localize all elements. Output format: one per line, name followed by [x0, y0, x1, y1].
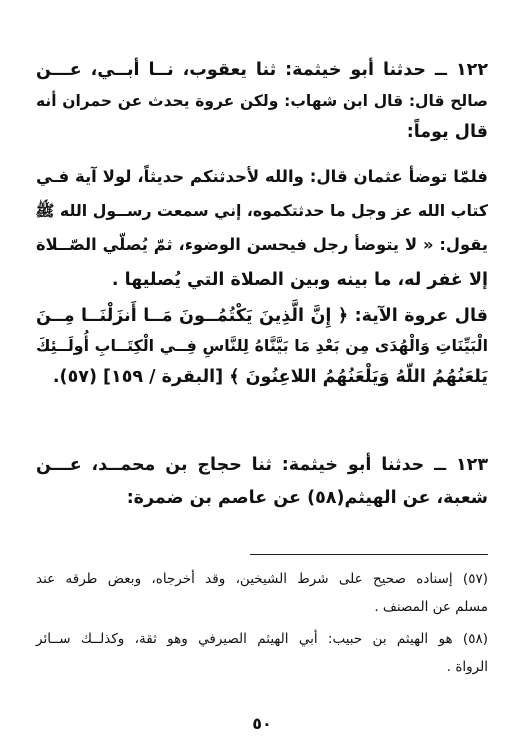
- hadith-122-line-4: فلمّا توضأ عثمان قال: والله لأحدثنكم حديثاً، لولا آية فـي: [36, 167, 488, 186]
- quran-quote-line-2: الْبَيِّنَاتِ وَالْهُدَى مِن بَعْدِ مَا بَيَّنَّاهُ لِلنَّاسِ فِــي الْكِتَــابِ أُولَــئِكَ: [36, 336, 488, 355]
- hadith-122-line-6: يقول: « لا يتوضأ رجل فيحسن الوضوء، ثمّ يُصلّي الصّــلاة: [36, 235, 488, 254]
- footnote-58-line-1: (٥٨) هو الهيثم بن حبيب: أبي الهيثم الصيرفي وهو ثقة، وكذلــك ســائر: [36, 631, 488, 647]
- hadith-123-line-1: ١٢٣ ــ حدثنا أبو خيثمة: ثنا حجاج بن محمــد، عـــن: [36, 455, 488, 475]
- hadith-122-line-1: ١٢٢ ــ حدثنا أبو خيثمة: ثنا يعقوب، نــا أبــي، عـــن: [36, 60, 488, 80]
- footnote-58-line-2: الرواة .: [446, 659, 488, 675]
- hadith-122-line-2: صالح قال: قال ابن شهاب: ولكن عروة يحدث عن حمران أنه: [36, 92, 488, 110]
- footnote-57-line-1: (٥٧) إسناده صحيح على شرط الشيخين، وقد أخرجاه، وبعض طرقه عند: [36, 571, 488, 587]
- quran-quote-line-1: قال عروة الآية: ﴿ إِنَّ الَّذِينَ يَكْتُمُــونَ مَــا أَنزَلْنَــا مِــنَ: [36, 306, 488, 326]
- hadith-122-line-7: إلا غفر له، ما بينه وبين الصلاة التي يُصليها .: [111, 270, 488, 290]
- hadith-123-line-2: شعبة، عن الهيثم(٥٨) عن عاصم بن ضمرة:: [126, 488, 488, 508]
- footnote-separator: [250, 554, 488, 555]
- quran-quote-line-3: يَلعَنُهُمُ اللّهُ وَيَلْعَنُهُمُ اللاعِنُونَ ﴾ [البقرة / ١٥٩] (٥٧).: [52, 367, 488, 387]
- hadith-122-line-3: قال يوماً:: [406, 122, 488, 142]
- page-number: ٥٠: [252, 714, 272, 733]
- footnote-57-line-2: مسلم عن المصنف .: [374, 599, 488, 615]
- hadith-122-line-5: كتاب الله عز وجل ما حدثتكموه، إني سمعت رســول الله ﷺ: [35, 201, 488, 220]
